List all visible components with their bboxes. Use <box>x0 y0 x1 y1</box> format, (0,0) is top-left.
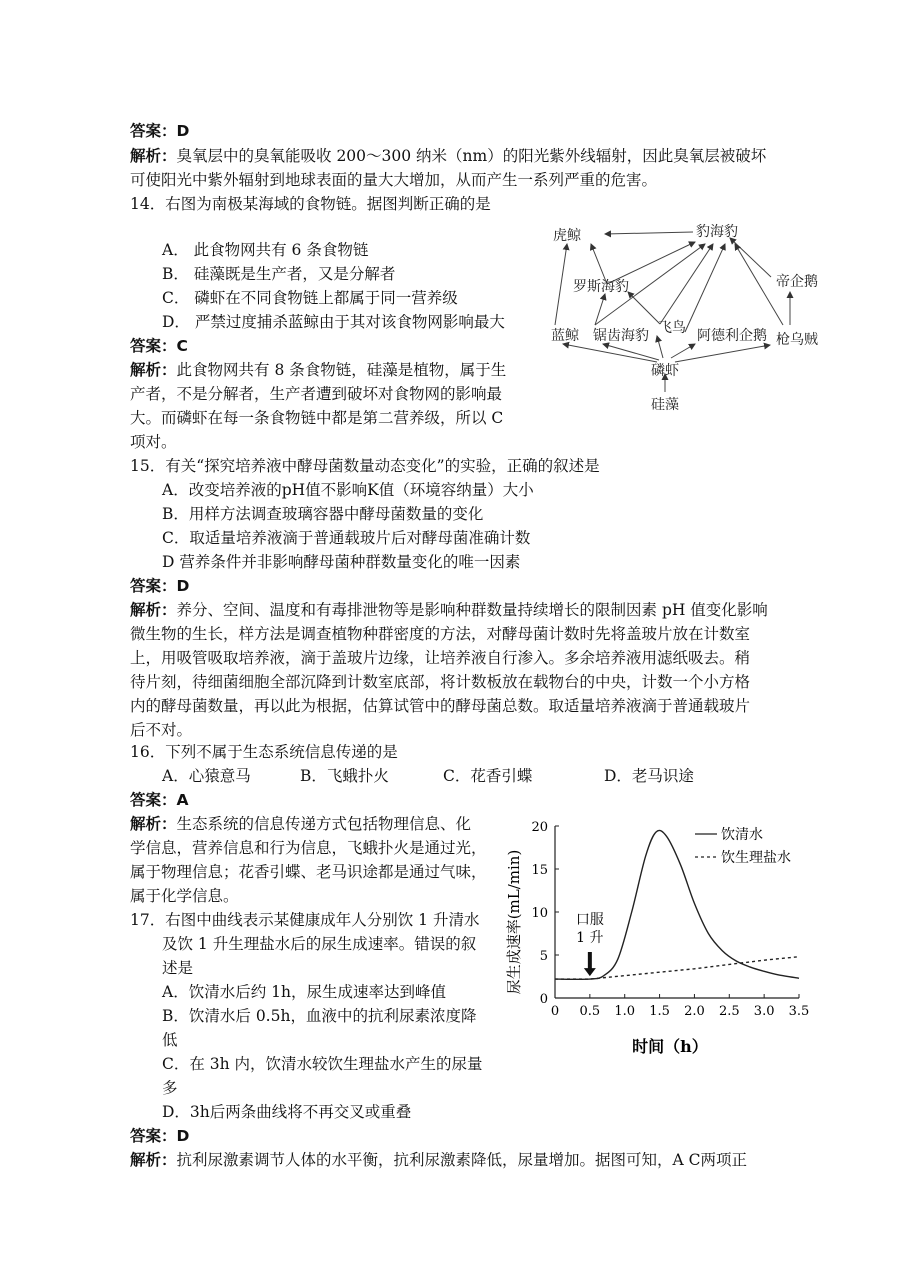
q17-option-b: B．饮清水后 0.5h，血液中的抗利尿素浓度降 <box>162 1007 477 1025</box>
chart-annotation <box>576 912 604 976</box>
answer-line-16: 答案：A <box>130 791 189 809</box>
analysis-line-14-2: 产者，不是分解者，生产者遭到破坏对食物网的影响最 <box>130 385 503 403</box>
annotation-oral: 口服 <box>575 912 604 928</box>
chart-x-tick-label: 1.0 <box>614 1004 636 1019</box>
node-crabeater-seal: 锯齿海豹 <box>593 328 649 344</box>
analysis-line-16-2: 学信息，营养信息和行为信息，飞蛾扑火是通过光， <box>130 839 487 857</box>
q17-option-b-cont: 低 <box>162 1031 178 1049</box>
node-bird: 飞鸟 <box>658 320 686 336</box>
chart-y-tick-label: 10 <box>531 906 548 921</box>
node-blue-whale: 蓝鲸 <box>551 328 579 344</box>
legend-label-water: 饮清水 <box>721 827 763 843</box>
node-diatom: 硅藻 <box>651 397 679 413</box>
q15-option-a: A．改变培养液的pH值不影响K值（环境容纳量）大小 <box>162 481 534 499</box>
chart-x-tick-label: 2.5 <box>718 1004 740 1019</box>
analysis-line-15-2: 微生物的生长，样方法是调查植物种群密度的方法，对酵母菌计数时先将盖玻片放在计数室 <box>130 625 751 643</box>
legend-label-saline: 饮生理盐水 <box>721 850 791 866</box>
chart-y-tick-label: 15 <box>531 863 548 878</box>
q14-option-a: A． 此食物网共有 6 条食物链 <box>162 241 369 259</box>
node-adelie-penguin: 阿德利企鹅 <box>697 328 767 344</box>
chart-x-tick-label: 0 <box>550 1004 560 1019</box>
q15-option-c: C．取适量培养液滴于普通载玻片后对酵母菌准确计数 <box>162 529 531 547</box>
analysis-line-13-1: 解析：臭氧层中的臭氧能吸收 200～300 纳米（nm）的阳光紫外线辐射，因此臭氧层被破坏 <box>130 147 767 165</box>
answer-line-13: 答案：D <box>130 122 190 140</box>
analysis-line-15-5: 内的酵母菌数量，再以此为根据，估算试管中的酵母菌总数。取适量培养液滴于普通载玻片 <box>130 697 751 715</box>
analysis-line-15-3: 上，用吸管吸取培养液，滴于盖玻片边缘，让培养液自行渗入。多余培养液用滤纸吸去。稍 <box>130 649 751 667</box>
analysis-line-15-1: 解析：养分、空间、温度和有毒排泄物等是影响种群数量持续增长的限制因素 pH 值变化影响 <box>130 601 768 619</box>
q16-option-a: A．心猿意马 <box>162 767 251 785</box>
question-14-stem: 14．右图为南极某海域的食物链。据图判断正确的是 <box>130 195 491 213</box>
q14-option-c: C． 磷虾在不同食物链上都属于同一营养级 <box>162 289 458 307</box>
question-17-stem-1: 17．右图中曲线表示某健康成年人分别饮 1 升清水 <box>130 911 480 929</box>
answer-line-15: 答案：D <box>130 577 190 595</box>
food-web-diagram <box>535 212 835 420</box>
analysis-line-15-4: 待片刻，待细菌细胞全部沉降到计数室底部，将计数板放在载物台的中央，计数一个小方格 <box>130 673 751 691</box>
chart-x-tick-label: 2.0 <box>684 1004 705 1019</box>
q17-option-c: C．在 3h 内，饮清水较饮生理盐水产生的尿量 <box>162 1055 483 1073</box>
analysis-line-17-1: 解析：抗利尿激素调节人体的水平衡，抗利尿激素降低，尿量增加。据图可知，A C两项正 <box>130 1151 747 1169</box>
answer-line-17: 答案：D <box>130 1127 190 1145</box>
urine-rate-chart <box>505 812 815 1062</box>
chart-y-tick-label: 0 <box>539 992 548 1007</box>
question-15-stem: 15．有关“探究培养液中酵母菌数量动态变化”的实验，正确的叙述是 <box>130 457 600 475</box>
node-ross-seal: 罗斯海豹 <box>573 279 629 295</box>
node-emperor-penguin: 帝企鹅 <box>776 274 818 290</box>
analysis-line-14-4: 项对。 <box>130 433 177 451</box>
chart-x-tick-label: 3.0 <box>753 1004 775 1019</box>
node-leopard-seal: 豹海豹 <box>696 224 738 240</box>
q15-option-d: D 营养条件并非影响酵母菌种群数量变化的唯一因素 <box>162 553 521 571</box>
annotation-one-liter: 1 升 <box>576 930 604 946</box>
q14-option-d: D． 严禁过度捕杀蓝鲸由于其对该食物网影响最大 <box>162 313 505 331</box>
q17-option-d: D．3h后两条曲线将不再交叉或重叠 <box>162 1103 412 1121</box>
question-17-stem-2: 及饮 1 升生理盐水后的尿生成速率。错误的叙 <box>162 935 477 953</box>
chart-x-tick-label: 3.5 <box>788 1004 810 1019</box>
analysis-line-16-4: 属于化学信息。 <box>130 887 239 905</box>
chart-y-label: 尿生成速率(mL/min) <box>505 849 523 995</box>
question-17-stem-3: 述是 <box>162 959 194 977</box>
analysis-line-15-6: 后不对。 <box>130 721 193 739</box>
q16-option-c: C．花香引蝶 <box>443 767 533 785</box>
analysis-line-14-1: 解析：此食物网共有 8 条食物链，硅藻是植物，属于生 <box>130 361 507 379</box>
chart-x-label: 时间（h） <box>632 1037 708 1056</box>
annotation-arrow <box>584 952 596 976</box>
chart-legend <box>695 826 791 866</box>
analysis-line-16-3: 属于物理信息；花香引蝶、老马识途都是通过气味， <box>130 863 487 881</box>
q17-option-a: A．饮清水后约 1h，尿生成速率达到峰值 <box>162 983 446 1001</box>
analysis-line-13-2: 可使阳光中紫外辐射到地球表面的量大大增加，从而产生一系列严重的危害。 <box>130 171 658 189</box>
node-squid: 枪乌贼 <box>776 332 818 348</box>
q16-option-b: B．飞蛾扑火 <box>300 767 389 785</box>
q16-option-d: D．老马识途 <box>604 767 694 785</box>
q14-option-b: B． 硅藻既是生产者，又是分解者 <box>162 265 396 283</box>
node-orca: 虎鲸 <box>553 228 581 244</box>
question-16-stem: 16．下列不属于生态系统信息传递的是 <box>130 743 398 761</box>
analysis-line-16-1: 解析：生态系统的信息传递方式包括物理信息、化 <box>130 815 472 833</box>
node-krill: 磷虾 <box>651 363 679 379</box>
q15-option-b: B．用样方法调查玻璃容器中酵母菌数量的变化 <box>162 505 484 523</box>
chart-x-tick-label: 1.5 <box>649 1004 670 1019</box>
chart-y-tick-label: 5 <box>539 949 548 964</box>
chart-y-tick-label: 20 <box>531 820 548 835</box>
q17-option-c-cont: 多 <box>162 1079 178 1097</box>
chart-x-tick-label: 0.5 <box>579 1004 601 1019</box>
answer-line-14: 答案：C <box>130 337 188 355</box>
analysis-line-14-3: 大。而磷虾在每一条食物链中都是第二营养级，所以 C <box>130 409 504 427</box>
